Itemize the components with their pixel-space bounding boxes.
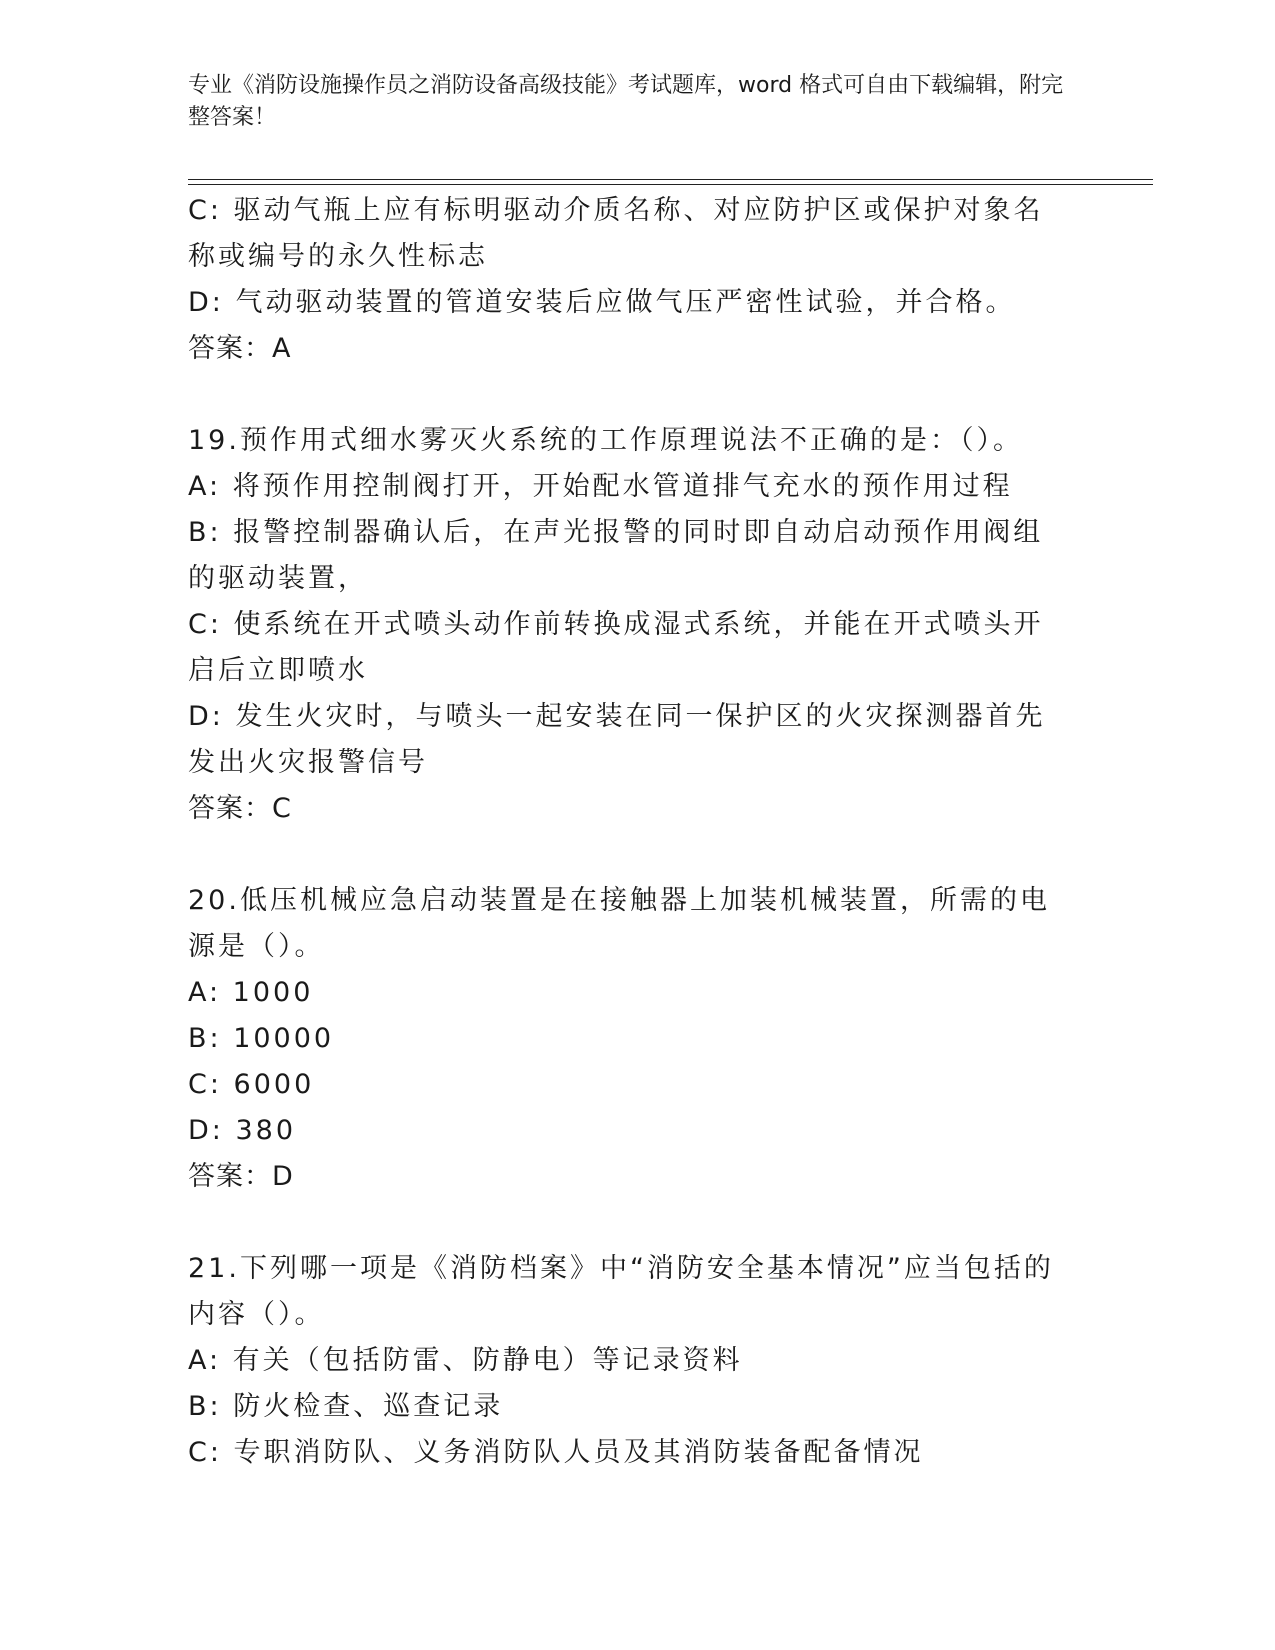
option-c: C: 专职消防队、义务消防队人员及其消防装备配备情况 [188, 1437, 924, 1468]
option-d: D: 气动驱动装置的管道安装后应做气压严密性试验，并合格。 [188, 287, 1016, 318]
question-list [188, 188, 1073, 1476]
question-19 [188, 418, 1073, 832]
answer: 答案：C [188, 793, 292, 824]
page-header: 专业《消防设施操作员之消防设备高级技能》考试题库，word 格式可自由下载编辑，附完整答案！ [188, 73, 1064, 130]
option-c: C: 使系统在开式喷头动作前转换成湿式系统，并能在开式喷头开启后立即喷水 [188, 609, 1044, 686]
option-b: B: 10000 [188, 1023, 335, 1054]
question-text: 21.下列哪一项是《消防档案》中“消防安全基本情况”应当包括的内容（）。 [188, 1253, 1054, 1330]
header-divider-bottom [188, 184, 1153, 185]
option-a: A: 有关（包括防雷、防静电）等记录资料 [188, 1345, 743, 1376]
option-b: B: 报警控制器确认后，在声光报警的同时即自动启动预作用阀组的驱动装置， [188, 517, 1044, 594]
answer: 答案：A [188, 333, 292, 364]
question-text: 19.预作用式细水雾灭火系统的工作原理说法不正确的是：（）。 [188, 425, 1023, 456]
header-divider-top [188, 179, 1153, 180]
option-a: A: 1000 [188, 977, 314, 1008]
answer: 答案：D [188, 1161, 294, 1192]
option-d: D: 380 [188, 1115, 297, 1146]
option-c: C: 6000 [188, 1069, 315, 1100]
question-18-continuation [188, 188, 1073, 372]
option-a: A: 将预作用控制阀打开，开始配水管道排气充水的预作用过程 [188, 471, 1013, 502]
question-20 [188, 878, 1073, 1200]
option-b: B: 防火检查、巡查记录 [188, 1391, 504, 1422]
option-c: C: 驱动气瓶上应有标明驱动介质名称、对应防护区或保护对象名称或编号的永久性标志 [188, 195, 1044, 272]
question-21 [188, 1246, 1073, 1476]
option-d: D: 发生火灾时，与喷头一起安装在同一保护区的火灾探测器首先发出火灾报警信号 [188, 701, 1046, 778]
question-text: 20.低压机械应急启动装置是在接触器上加装机械装置，所需的电源是（）。 [188, 885, 1050, 962]
